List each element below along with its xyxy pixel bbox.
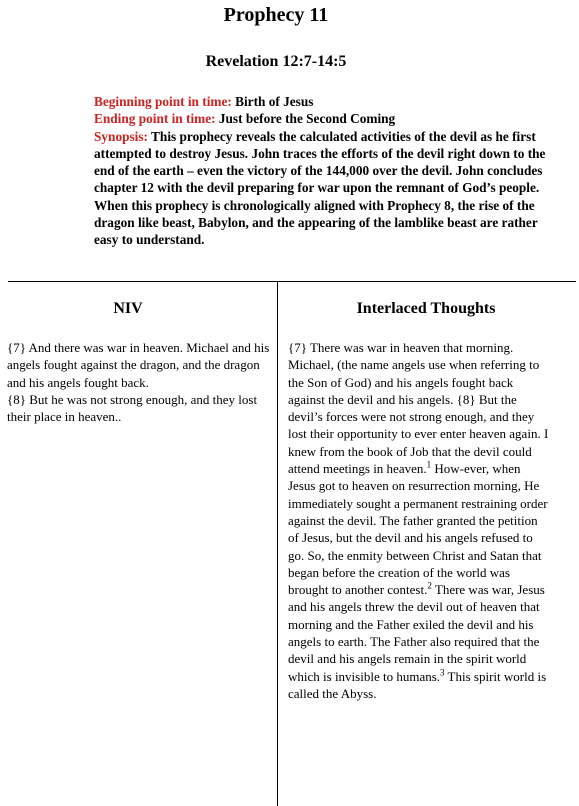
thoughts-text-part-4: This spirit world is called the Abyss. (288, 668, 547, 701)
horizontal-divider (8, 281, 576, 282)
synopsis-paragraph (94, 128, 554, 249)
interlaced-thoughts-paragraph (288, 339, 550, 702)
synopsis-text: This prophecy reveals the calculated activities of the devil as he first attempted to destroy Jesus. John traces the efforts of the devil right down to the end of the earth – even the victory of the 144,000 over the devil. John concludes chapter 12 with the devil preparing for war upon the remnant of God’s people. When this prophecy is chronologically aligned with Prophecy 8, the rise of the dragon like beast, Babylon, and the appearing of the lamblike beast are rather easy to understand. (94, 128, 546, 248)
ending-point-label: Ending point in time: (94, 111, 216, 127)
footnote-marker-3: 3 (440, 667, 445, 678)
ending-point-value: Just before the Second Coming (215, 111, 396, 127)
interlaced-thoughts-heading: Interlaced Thoughts (356, 300, 496, 317)
thoughts-text-part-2: How-ever, when Jesus got to heaven on resurrection morning, He immediately sought a permanent restraining order against the devil. The father granted the petition of Jesus, but the devil and his angels refused to go. So, the enmity between Christ and Satan that began before the creation of the world was brought to another contest. (288, 461, 548, 598)
page-title: Prophecy 11 (223, 4, 329, 26)
thoughts-text-part-3: There was war, Jesus and his angels threw the devil out of heaven that morning and the Father exiled the devil and his angels to earth. The Father also required that the devil and his angels remain in the spirit world which is invisible to humans. (288, 582, 545, 684)
niv-column-text (7, 339, 279, 425)
synopsis-label: Synopsis: (94, 128, 148, 144)
beginning-point-value: Birth of Jesus (231, 94, 314, 109)
beginning-point-label: Beginning point in time: (94, 94, 232, 109)
interlaced-thoughts-text (288, 339, 550, 702)
niv-verse-7: {7} And there was war in heaven. Michael and his angels fought against the dragon, and the dragon and his angels fought back. (7, 340, 270, 390)
beginning-point-line (94, 93, 554, 110)
niv-column-heading: NIV (113, 300, 143, 317)
niv-verse-8: {8} But he was not strong enough, and they lost their place in heaven.. (7, 391, 258, 425)
scripture-reference: Revelation 12:7-14:5 (205, 53, 347, 70)
ending-point-line (94, 110, 554, 127)
thoughts-text-part-1: {7} There was war in heaven that morning. Michael, (the name angels use when referring to the Son of God) and his angels fought back against the devil and his angels. {8} But the devil’s forces were not strong enough, and they lost their opportunity to ever enter heaven again. I knew from the book of Job that the devil could attend meetings in heaven. (288, 340, 549, 477)
footnote-marker-2: 2 (427, 580, 432, 591)
footnote-marker-1: 1 (426, 459, 432, 470)
prophecy-summary (94, 93, 554, 249)
